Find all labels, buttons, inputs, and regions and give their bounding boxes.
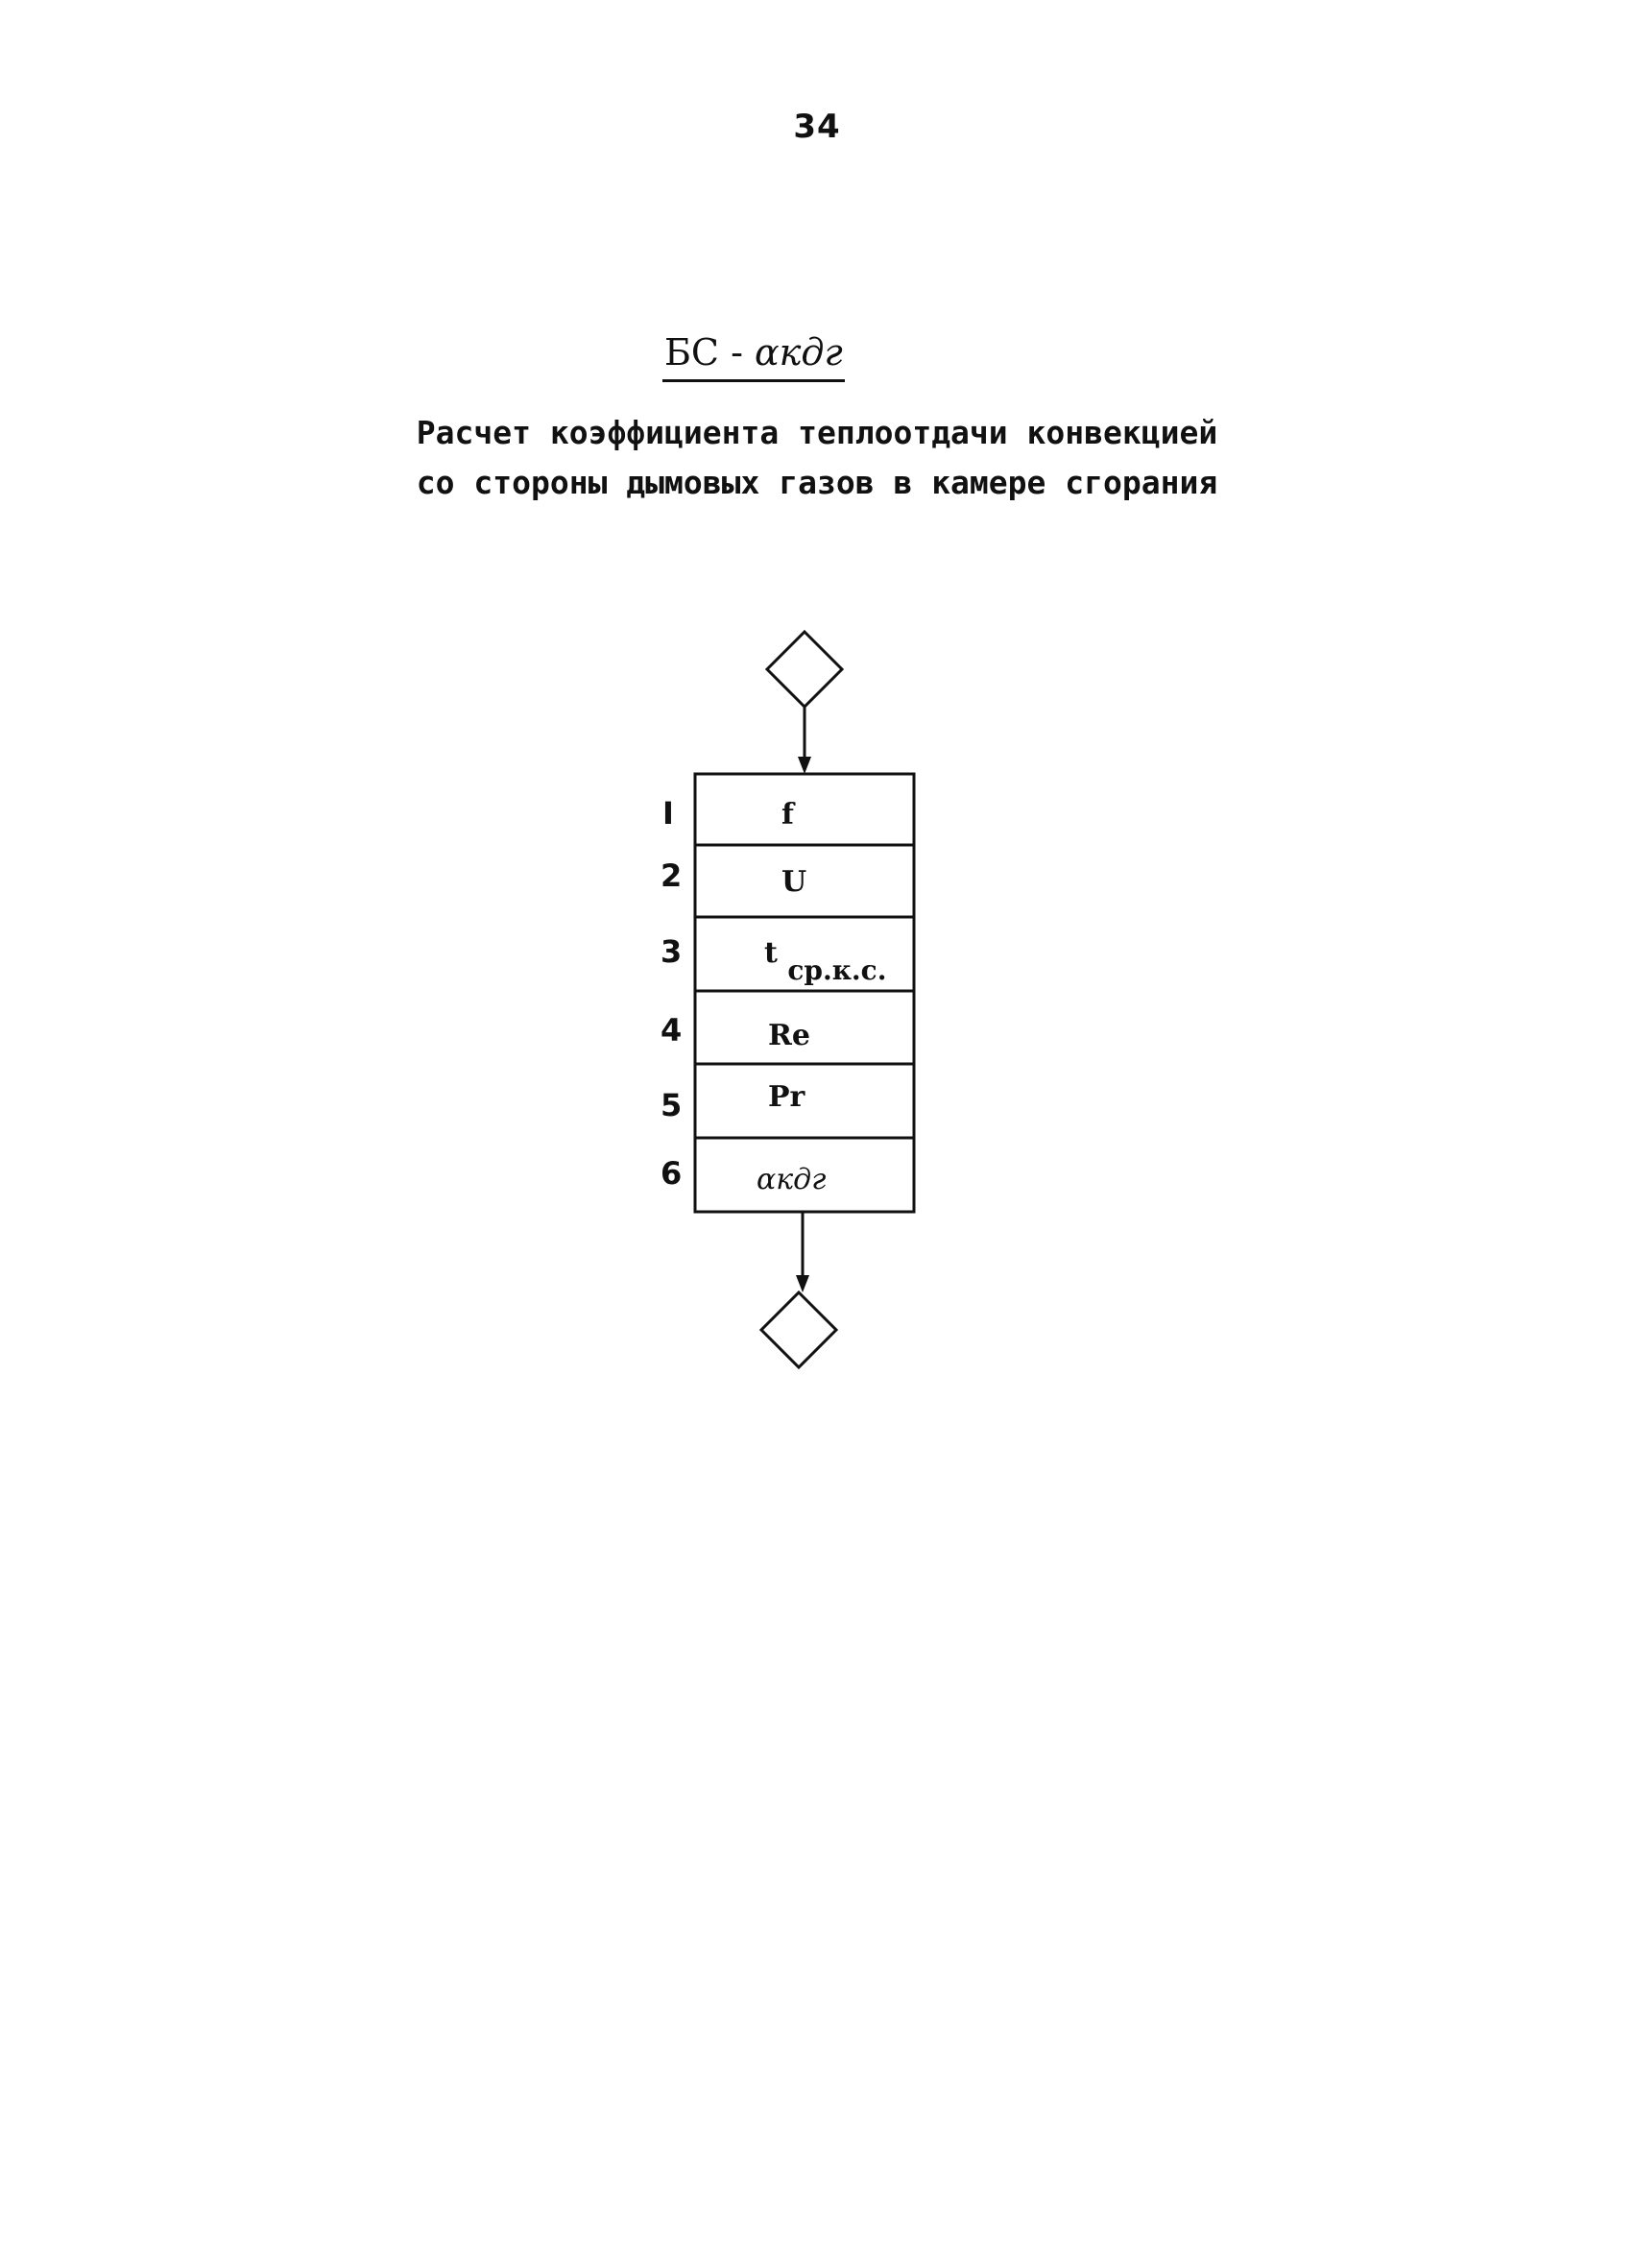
process-block bbox=[695, 774, 914, 1212]
step-number: 3 bbox=[661, 933, 683, 970]
step-number: 2 bbox=[661, 857, 683, 894]
heading-line-2: со стороны дымовых газов в камере сгорания bbox=[416, 464, 1218, 501]
step-label-subscript: ср.к.с. bbox=[787, 954, 887, 986]
step-number: I bbox=[662, 795, 674, 832]
step-label: f bbox=[781, 798, 794, 832]
block-code-symbol: αкдг bbox=[755, 331, 843, 374]
heading-line-1: Расчет коэффициента теплоотдачи конвекцией bbox=[416, 414, 1218, 451]
step-label: Pr bbox=[768, 1080, 805, 1114]
block-code-prefix: БС - bbox=[664, 331, 743, 374]
exit-connector bbox=[761, 1292, 836, 1367]
step-number: 6 bbox=[661, 1155, 683, 1192]
step-label bbox=[764, 936, 886, 986]
step-number: 5 bbox=[661, 1087, 683, 1123]
step-label: Re bbox=[768, 1019, 811, 1052]
entry-arrowhead bbox=[798, 757, 811, 774]
exit-arrowhead bbox=[796, 1275, 809, 1292]
step-label-main: t bbox=[764, 936, 778, 970]
step-number: 4 bbox=[661, 1012, 683, 1049]
page-number: 34 bbox=[793, 108, 841, 146]
step-label: αкдг bbox=[757, 1163, 827, 1196]
step-label: U bbox=[781, 865, 807, 899]
entry-connector bbox=[767, 632, 842, 707]
